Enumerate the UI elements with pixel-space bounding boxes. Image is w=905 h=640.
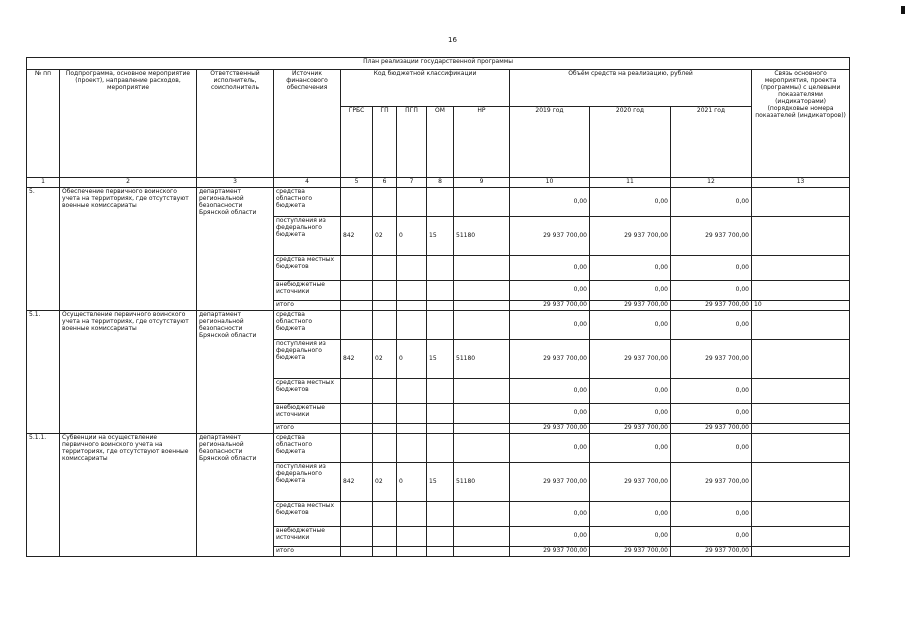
value-2020: 0,00 xyxy=(590,188,671,217)
total-label: итого xyxy=(274,424,341,434)
column-number: 2 xyxy=(60,178,197,188)
funding-source: средства областного бюджета xyxy=(274,311,341,340)
code-om xyxy=(427,301,454,311)
header-volume: Объём средств на реализацию, рублей xyxy=(510,70,752,107)
code-gp xyxy=(373,502,397,527)
value-2021: 0,00 xyxy=(671,502,752,527)
code-grbs xyxy=(341,301,373,311)
code-grbs xyxy=(341,434,373,463)
value-2020: 0,00 xyxy=(590,434,671,463)
value-2021: 0,00 xyxy=(671,281,752,301)
code-grbs xyxy=(341,502,373,527)
code-om xyxy=(427,404,454,424)
code-om: 15 xyxy=(427,340,454,379)
indicator-link xyxy=(752,217,850,256)
header-year-2019: 2019 год xyxy=(510,107,590,178)
activity-name: Обеспечение первичного воинского учета на территориях, где отсутствуют военные комиссариаты xyxy=(60,188,197,311)
value-2019: 0,00 xyxy=(510,256,590,281)
column-number: 3 xyxy=(197,178,274,188)
value-2021: 0,00 xyxy=(671,256,752,281)
column-number: 1 xyxy=(27,178,60,188)
code-nr: 51180 xyxy=(454,217,510,256)
code-gp xyxy=(373,256,397,281)
header-code-gp: ГП xyxy=(373,107,397,178)
funding-source: средства местных бюджетов xyxy=(274,379,341,404)
value-2020: 0,00 xyxy=(590,502,671,527)
code-gp xyxy=(373,404,397,424)
header-code-grbs: ГРБС xyxy=(341,107,373,178)
value-2021: 29 937 700,00 xyxy=(671,301,752,311)
code-grbs xyxy=(341,379,373,404)
value-2020: 0,00 xyxy=(590,311,671,340)
funding-source: средства областного бюджета xyxy=(274,188,341,217)
column-number: 9 xyxy=(454,178,510,188)
funding-source: поступления из федерального бюджета xyxy=(274,217,341,256)
value-2021: 29 937 700,00 xyxy=(671,340,752,379)
activity-name: Осуществление первичного воинского учета на территориях, где отсутствуют военные комиссариаты xyxy=(60,311,197,434)
value-2021: 0,00 xyxy=(671,188,752,217)
indicator-link xyxy=(752,463,850,502)
value-2021: 0,00 xyxy=(671,404,752,424)
code-nr xyxy=(454,311,510,340)
code-gp xyxy=(373,547,397,557)
total-label: итого xyxy=(274,547,341,557)
activity-name: Субвенции на осуществление первичного воинского учета на территориях, где отсутствуют военные комиссариаты xyxy=(60,434,197,557)
column-number: 10 xyxy=(510,178,590,188)
value-2019: 0,00 xyxy=(510,281,590,301)
row-number: 5. xyxy=(27,188,60,311)
value-2019: 0,00 xyxy=(510,527,590,547)
code-gp xyxy=(373,301,397,311)
code-nr xyxy=(454,434,510,463)
value-2021: 0,00 xyxy=(671,527,752,547)
code-om xyxy=(427,281,454,301)
code-grbs: 842 xyxy=(341,217,373,256)
value-2020: 29 937 700,00 xyxy=(590,340,671,379)
value-2019: 29 937 700,00 xyxy=(510,301,590,311)
code-nr xyxy=(454,281,510,301)
indicator-link xyxy=(752,379,850,404)
code-nr xyxy=(454,547,510,557)
value-2019: 0,00 xyxy=(510,379,590,404)
header-code-pgp: ПГП xyxy=(397,107,427,178)
funding-source: поступления из федерального бюджета xyxy=(274,340,341,379)
code-gp xyxy=(373,281,397,301)
code-grbs xyxy=(341,311,373,340)
code-nr xyxy=(454,404,510,424)
code-grbs xyxy=(341,256,373,281)
code-pgp xyxy=(397,256,427,281)
code-gp: 02 xyxy=(373,463,397,502)
column-number: 13 xyxy=(752,178,850,188)
value-2019: 0,00 xyxy=(510,434,590,463)
code-om: 15 xyxy=(427,463,454,502)
value-2021: 0,00 xyxy=(671,379,752,404)
code-nr xyxy=(454,256,510,281)
code-nr xyxy=(454,301,510,311)
header-executor: Ответственный исполнитель, соисполнитель xyxy=(197,70,274,178)
responsible-executor: департамент региональной безопасности Брянской области xyxy=(197,434,274,557)
code-gp xyxy=(373,311,397,340)
code-om xyxy=(427,527,454,547)
code-om xyxy=(427,188,454,217)
code-pgp xyxy=(397,527,427,547)
value-2020: 29 937 700,00 xyxy=(590,217,671,256)
value-2019: 29 937 700,00 xyxy=(510,424,590,434)
code-grbs xyxy=(341,281,373,301)
code-grbs xyxy=(341,547,373,557)
indicator-link xyxy=(752,404,850,424)
value-2020: 0,00 xyxy=(590,527,671,547)
code-nr xyxy=(454,379,510,404)
indicator-link xyxy=(752,311,850,340)
code-pgp xyxy=(397,404,427,424)
funding-source: поступления из федерального бюджета xyxy=(274,463,341,502)
code-pgp xyxy=(397,547,427,557)
value-2021: 29 937 700,00 xyxy=(671,463,752,502)
code-pgp: 0 xyxy=(397,463,427,502)
column-number: 7 xyxy=(397,178,427,188)
code-pgp xyxy=(397,434,427,463)
row-number: 5.1. xyxy=(27,311,60,434)
code-pgp xyxy=(397,188,427,217)
table-title: План реализации государственной программы xyxy=(27,58,850,70)
code-nr xyxy=(454,424,510,434)
header-year-2021: 2021 год xyxy=(671,107,752,178)
code-gp xyxy=(373,434,397,463)
value-2019: 29 937 700,00 xyxy=(510,340,590,379)
funding-source: средства местных бюджетов xyxy=(274,256,341,281)
value-2019: 0,00 xyxy=(510,188,590,217)
code-grbs xyxy=(341,188,373,217)
header-name: Подпрограмма, основное мероприятие (проект), направление расходов, мероприятие xyxy=(60,70,197,178)
code-nr: 51180 xyxy=(454,463,510,502)
page-number: 16 xyxy=(448,36,457,44)
value-2021: 0,00 xyxy=(671,434,752,463)
code-pgp: 0 xyxy=(397,217,427,256)
indicator-link xyxy=(752,434,850,463)
value-2019: 0,00 xyxy=(510,502,590,527)
value-2019: 0,00 xyxy=(510,404,590,424)
column-number: 6 xyxy=(373,178,397,188)
code-nr xyxy=(454,188,510,217)
value-2019: 29 937 700,00 xyxy=(510,547,590,557)
table-row xyxy=(27,311,850,340)
code-om xyxy=(427,379,454,404)
code-om xyxy=(427,424,454,434)
code-om xyxy=(427,502,454,527)
value-2020: 29 937 700,00 xyxy=(590,424,671,434)
header-code-om: ОМ xyxy=(427,107,454,178)
header-year-2020: 2020 год xyxy=(590,107,671,178)
code-grbs xyxy=(341,424,373,434)
indicator-link xyxy=(752,281,850,301)
value-2020: 0,00 xyxy=(590,281,671,301)
value-2019: 29 937 700,00 xyxy=(510,217,590,256)
funding-source: средства областного бюджета xyxy=(274,434,341,463)
code-gp: 02 xyxy=(373,217,397,256)
value-2019: 29 937 700,00 xyxy=(510,463,590,502)
code-grbs xyxy=(341,527,373,547)
funding-source: внебюджетные источники xyxy=(274,281,341,301)
value-2020: 0,00 xyxy=(590,256,671,281)
value-2020: 0,00 xyxy=(590,379,671,404)
code-grbs: 842 xyxy=(341,463,373,502)
header-budget-code: Код бюджетной классификации xyxy=(341,70,510,107)
row-number: 5.1.1. xyxy=(27,434,60,557)
indicator-link: 10 xyxy=(752,301,850,311)
code-pgp: 0 xyxy=(397,340,427,379)
value-2021: 29 937 700,00 xyxy=(671,217,752,256)
code-om xyxy=(427,256,454,281)
header-indicator-link: Связь основного мероприятия, проекта (программы) с целевыми показателями (индикаторами) (порядковые номера показателей (индикаторов)) xyxy=(752,70,850,178)
value-2021: 29 937 700,00 xyxy=(671,547,752,557)
code-pgp xyxy=(397,281,427,301)
indicator-link xyxy=(752,424,850,434)
indicator-link xyxy=(752,340,850,379)
code-pgp xyxy=(397,301,427,311)
value-2021: 0,00 xyxy=(671,311,752,340)
code-nr xyxy=(454,527,510,547)
indicator-link xyxy=(752,188,850,217)
indicator-link xyxy=(752,527,850,547)
responsible-executor: департамент региональной безопасности Брянской области xyxy=(197,311,274,434)
value-2020: 29 937 700,00 xyxy=(590,547,671,557)
column-number: 8 xyxy=(427,178,454,188)
code-pgp xyxy=(397,379,427,404)
code-pgp xyxy=(397,311,427,340)
code-nr xyxy=(454,502,510,527)
value-2021: 29 937 700,00 xyxy=(671,424,752,434)
code-grbs xyxy=(341,404,373,424)
code-gp xyxy=(373,379,397,404)
header-code-nr: НР xyxy=(454,107,510,178)
funding-source: внебюджетные источники xyxy=(274,527,341,547)
column-number: 12 xyxy=(671,178,752,188)
total-label: итого xyxy=(274,301,341,311)
code-om xyxy=(427,311,454,340)
header-funding-source: Источник финансового обеспечения xyxy=(274,70,341,178)
funding-source: средства местных бюджетов xyxy=(274,502,341,527)
value-2020: 29 937 700,00 xyxy=(590,301,671,311)
table-row xyxy=(27,188,850,217)
value-2019: 0,00 xyxy=(510,311,590,340)
value-2020: 29 937 700,00 xyxy=(590,463,671,502)
program-plan-table xyxy=(26,57,850,557)
value-2020: 0,00 xyxy=(590,404,671,424)
indicator-link xyxy=(752,502,850,527)
code-gp xyxy=(373,188,397,217)
column-number: 11 xyxy=(590,178,671,188)
funding-source: внебюджетные источники xyxy=(274,404,341,424)
code-grbs: 842 xyxy=(341,340,373,379)
code-pgp xyxy=(397,502,427,527)
code-gp xyxy=(373,424,397,434)
code-om xyxy=(427,434,454,463)
code-gp xyxy=(373,527,397,547)
column-number: 5 xyxy=(341,178,373,188)
code-pgp xyxy=(397,424,427,434)
indicator-link xyxy=(752,547,850,557)
table-row xyxy=(27,434,850,463)
code-nr: 51180 xyxy=(454,340,510,379)
header-number: № пп xyxy=(27,70,60,178)
code-om xyxy=(427,547,454,557)
code-om: 15 xyxy=(427,217,454,256)
responsible-executor: департамент региональной безопасности Брянской области xyxy=(197,188,274,311)
code-gp: 02 xyxy=(373,340,397,379)
indicator-link xyxy=(752,256,850,281)
scan-edge-mark xyxy=(901,6,905,14)
column-number: 4 xyxy=(274,178,341,188)
